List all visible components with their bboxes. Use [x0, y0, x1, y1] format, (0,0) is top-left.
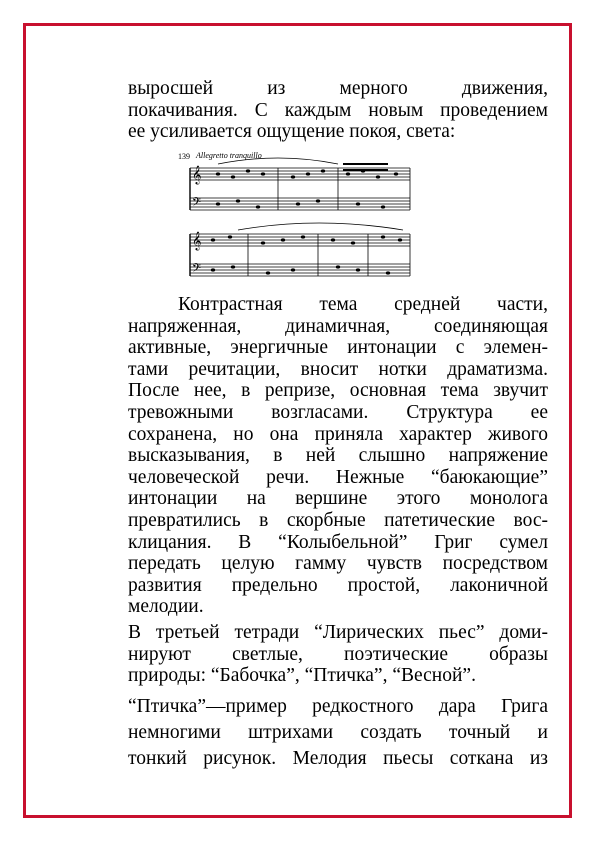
text-line: Контрастная тема средней части, — [178, 294, 548, 315]
text-line: мелодии. — [128, 596, 204, 618]
text-line: тревожными возгласами. Структура ее — [128, 401, 548, 423]
svg-text:𝄢: 𝄢 — [192, 196, 202, 212]
text-line: В третьей тетради “Лирических пьес” доми- — [128, 622, 548, 643]
text-line: интонации на вершине этого монолога — [128, 488, 548, 510]
text-line: превратились в скорбные патетические вос- — [128, 509, 548, 531]
text-line: выросшей из мерного движения, — [128, 78, 548, 99]
text-line: тонкий рисунок. Мелодия пьесы соткана из — [128, 748, 548, 769]
svg-text:𝄢: 𝄢 — [192, 262, 202, 278]
paragraph-3 — [128, 622, 548, 687]
music-score-image — [178, 150, 413, 290]
paragraph-1 — [128, 78, 548, 143]
text-line: “Птичка”—пример редкостного дара Грига — [128, 696, 548, 717]
text-line: развития предельно простой, лаконичной — [128, 574, 548, 596]
text-line: человеческой речи. Нежные “баюкающие” — [128, 466, 548, 488]
text-line: передать целую гамму чувств посредством — [128, 553, 548, 575]
text-line: активные, энергичные интонации с элемен- — [128, 337, 548, 359]
paragraph-4 — [128, 694, 548, 772]
text-line: сохранена, но она приняла характер живого — [128, 423, 548, 445]
text-line: тами речитации, вносит нотки драматизма. — [128, 358, 548, 380]
svg-text:𝄞: 𝄞 — [192, 165, 202, 184]
text-line: покачивания. С каждым новым проведением — [128, 99, 548, 121]
text-line: природы: “Бабочка”, “Птичка”, “Весной”. — [128, 665, 476, 687]
svg-text:𝄞: 𝄞 — [192, 231, 202, 250]
text-line: высказывания, в ней слышно напряжение — [128, 445, 548, 467]
text-line: После нее, в репризе, основная тема звучит — [128, 380, 548, 402]
text-line: ее усиливается ощущение покоя, света: — [128, 121, 456, 143]
text-line: напряженная, динамичная, соединяющая — [128, 315, 548, 337]
text-line: клицания. В “Колыбельной” Григ сумел — [128, 531, 548, 553]
score-number: 139 — [178, 152, 190, 161]
text-line: немногими штрихами создать точный и — [128, 722, 548, 743]
paragraph-2 — [128, 294, 548, 618]
text-line: нируют светлые, поэтические образы — [128, 643, 548, 665]
score-tempo: Allegretto tranquillo — [196, 151, 262, 160]
